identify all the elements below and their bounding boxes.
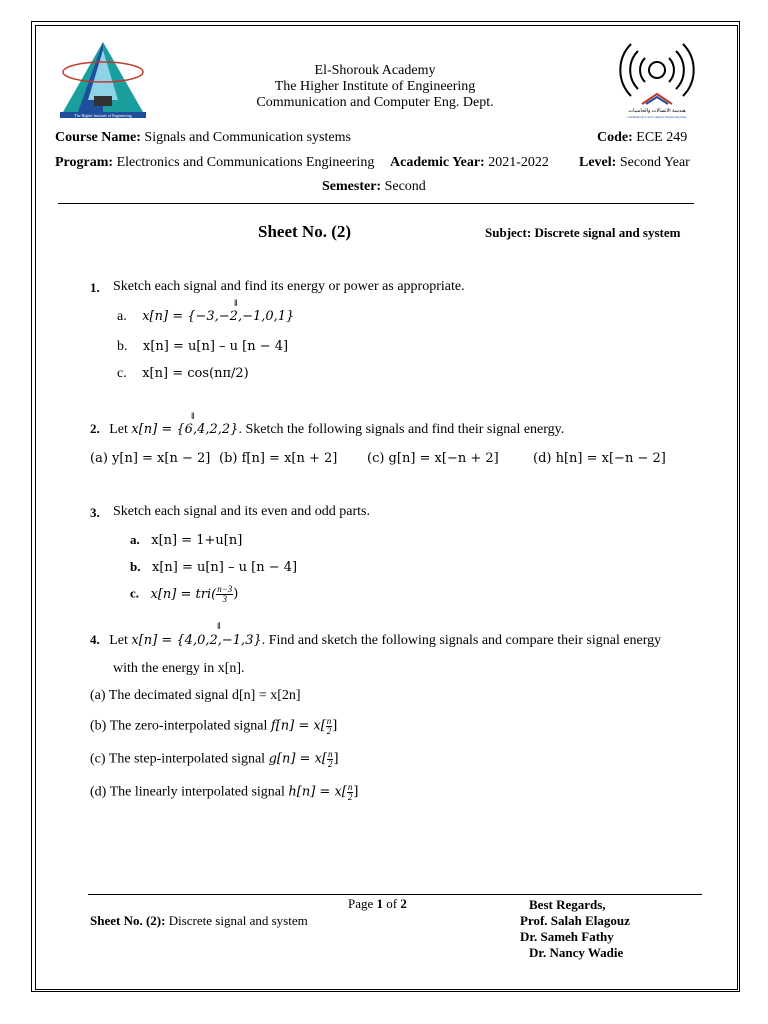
- q4-b-math: f[n] = x[: [270, 718, 326, 734]
- q4-let: Let: [109, 633, 128, 648]
- academy-name: El-Shorouk Academy: [314, 63, 436, 78]
- level-label: Level:: [579, 155, 617, 170]
- q3-c-fraction: $\frac{n-3}{3}$: [217, 584, 233, 604]
- course-name-row: [55, 130, 351, 146]
- q4-c-fraction: $\frac{n}{2}$: [327, 749, 333, 769]
- q4-line2: with the energy in x[n].: [113, 661, 245, 676]
- department-name: Communication and Computer Eng. Dept.: [256, 95, 494, 110]
- footer-sheet-label: Sheet No. (2): Discrete signal and system: [90, 913, 308, 928]
- course-code-row: [597, 130, 687, 146]
- q1-origin-arrow-icon: ⇓: [232, 298, 240, 308]
- q2-part-a: (a) y[n] = x[n − 2]: [90, 451, 211, 466]
- level-row: [579, 155, 690, 171]
- institute-logo-caption: The Higher Institute of Engineering: [74, 113, 132, 118]
- academic-year-value: 2021-2022: [488, 155, 549, 170]
- q2-part-d: (d) h[n] = x[−n − 2]: [533, 451, 666, 466]
- program-value: Electronics and Communications Engineering: [116, 155, 375, 170]
- q1-part-c: [117, 366, 249, 382]
- q2-part-c: (c) g[n] = x[−n + 2]: [367, 451, 499, 466]
- q4-d-math: h[n] = x[: [288, 784, 347, 800]
- q2-text: . Sketch the following signals and find their signal energy.: [238, 422, 565, 437]
- q2-number: 2.: [90, 421, 100, 436]
- q1-a-label: a.: [117, 309, 127, 324]
- q4-b-text: (b) The zero-interpolated signal: [90, 718, 268, 734]
- institute-name: The Higher Institute of Engineering: [274, 79, 476, 94]
- q3-part-b: [130, 559, 297, 576]
- q3-text: Sketch each signal and its even and odd parts.: [113, 504, 370, 519]
- q3-b-label: b.: [130, 559, 141, 574]
- q4-part-b: (b) The zero-interpolated signal f[n] = x[ $\frac{n}{2}$ ]: [90, 716, 338, 736]
- sheet-subject: Subject: Discrete signal and system: [485, 225, 681, 240]
- academic-year-label: Academic Year:: [390, 155, 485, 170]
- q4-text1: . Find and sketch the following signals and compare their signal energy: [261, 633, 662, 648]
- q4-origin-arrow-icon: ⇓: [215, 621, 223, 631]
- department-logo: [618, 40, 696, 122]
- q2-part-b: (b) f[n] = x[n + 2]: [219, 451, 338, 466]
- q2-let: Let: [109, 422, 128, 437]
- course-name-label: Course Name:: [55, 130, 141, 145]
- q3-part-c: [130, 585, 238, 604]
- q2-origin-arrow-icon: ⇓: [189, 411, 197, 421]
- q4-line1: [90, 632, 661, 649]
- q3-c-rhs: ): [233, 586, 239, 602]
- semester-row: [322, 179, 426, 195]
- course-code-label: Code:: [597, 130, 633, 145]
- signature-block: [520, 897, 630, 961]
- q3-a-label: a.: [130, 532, 140, 547]
- footer-divider: [88, 894, 702, 895]
- q1-part-b: [117, 339, 288, 355]
- academic-year-row: [390, 155, 549, 171]
- program-label: Program:: [55, 155, 114, 170]
- signatory-1: Prof. Salah Elagouz: [520, 913, 630, 928]
- q3-part-a: [130, 532, 242, 549]
- q4-c-text: (c) The step-interpolated signal: [90, 751, 266, 767]
- q1-part-a: [117, 309, 294, 325]
- q4-part-d: (d) The linearly interpolated signal h[n] = x[ $\frac{n}{2}$ ]: [90, 782, 359, 802]
- q4-signal: x[n] = {4,0,2,−1,3}: [131, 633, 262, 648]
- signatory-3: Dr. Nancy Wadie: [529, 945, 624, 960]
- q3-c-label: c.: [130, 585, 140, 601]
- best-regards: Best Regards,: [529, 897, 606, 912]
- q4-b-fraction: $\frac{n}{2}$: [326, 716, 332, 736]
- q1-b-label: b.: [117, 339, 128, 354]
- q2-signal: x[n] = {6,4,2,2}: [131, 422, 239, 437]
- q1-number: 1.: [90, 280, 100, 295]
- q3-a-math: x[n] = 1+u[n]: [151, 533, 243, 548]
- sheet-title: Sheet No. (2): [258, 222, 352, 241]
- department-logo-subcaption: Communication and Computer Engineering Dept.: [627, 115, 687, 119]
- level-value: Second Year: [619, 155, 690, 170]
- semester-value: Second: [384, 179, 426, 194]
- q3-number: 3.: [90, 505, 100, 520]
- q3-c-lhs: x[n] = tri(: [150, 586, 217, 602]
- q1-a-math: x[n] = {−3,−2,−1,0,1}: [142, 309, 295, 324]
- q1-c-label: c.: [117, 366, 127, 381]
- program-row: [55, 155, 374, 171]
- course-code-value: ECE 249: [636, 130, 688, 145]
- q4-d-fraction: $\frac{n}{2}$: [347, 782, 353, 802]
- q4-d-text: (d) The linearly interpolated signal: [90, 784, 285, 800]
- signatory-2: Dr. Sameh Fathy: [520, 929, 614, 944]
- q1-text: Sketch each signal and find its energy or power as appropriate.: [113, 279, 465, 294]
- department-logo-caption: هندسة الاتصالات والحاسبات: [628, 109, 686, 114]
- q4-part-a: (a) The decimated signal d[n] = x[2n]: [90, 688, 301, 703]
- q4-number: 4.: [90, 632, 100, 647]
- institution-header: [200, 63, 550, 111]
- q4-c-math: g[n] = x[: [268, 751, 327, 767]
- institute-logo: [58, 40, 148, 120]
- semester-label: Semester:: [322, 179, 382, 194]
- q1-b-math: x[n] = u[n] – u [n − 4]: [143, 339, 289, 354]
- q4-part-c: (c) The step-interpolated signal g[n] = x[ $\frac{n}{2}$ ]: [90, 749, 339, 769]
- q1-c-math: x[n] = cos(nπ/2): [142, 366, 249, 381]
- q3-b-math: x[n] = u[n] – u [n − 4]: [151, 560, 298, 575]
- header-divider: [58, 203, 694, 204]
- course-name-value: Signals and Communication systems: [144, 130, 351, 145]
- q2-line: [90, 421, 564, 438]
- page-number: Page 1 of 2: [348, 896, 407, 911]
